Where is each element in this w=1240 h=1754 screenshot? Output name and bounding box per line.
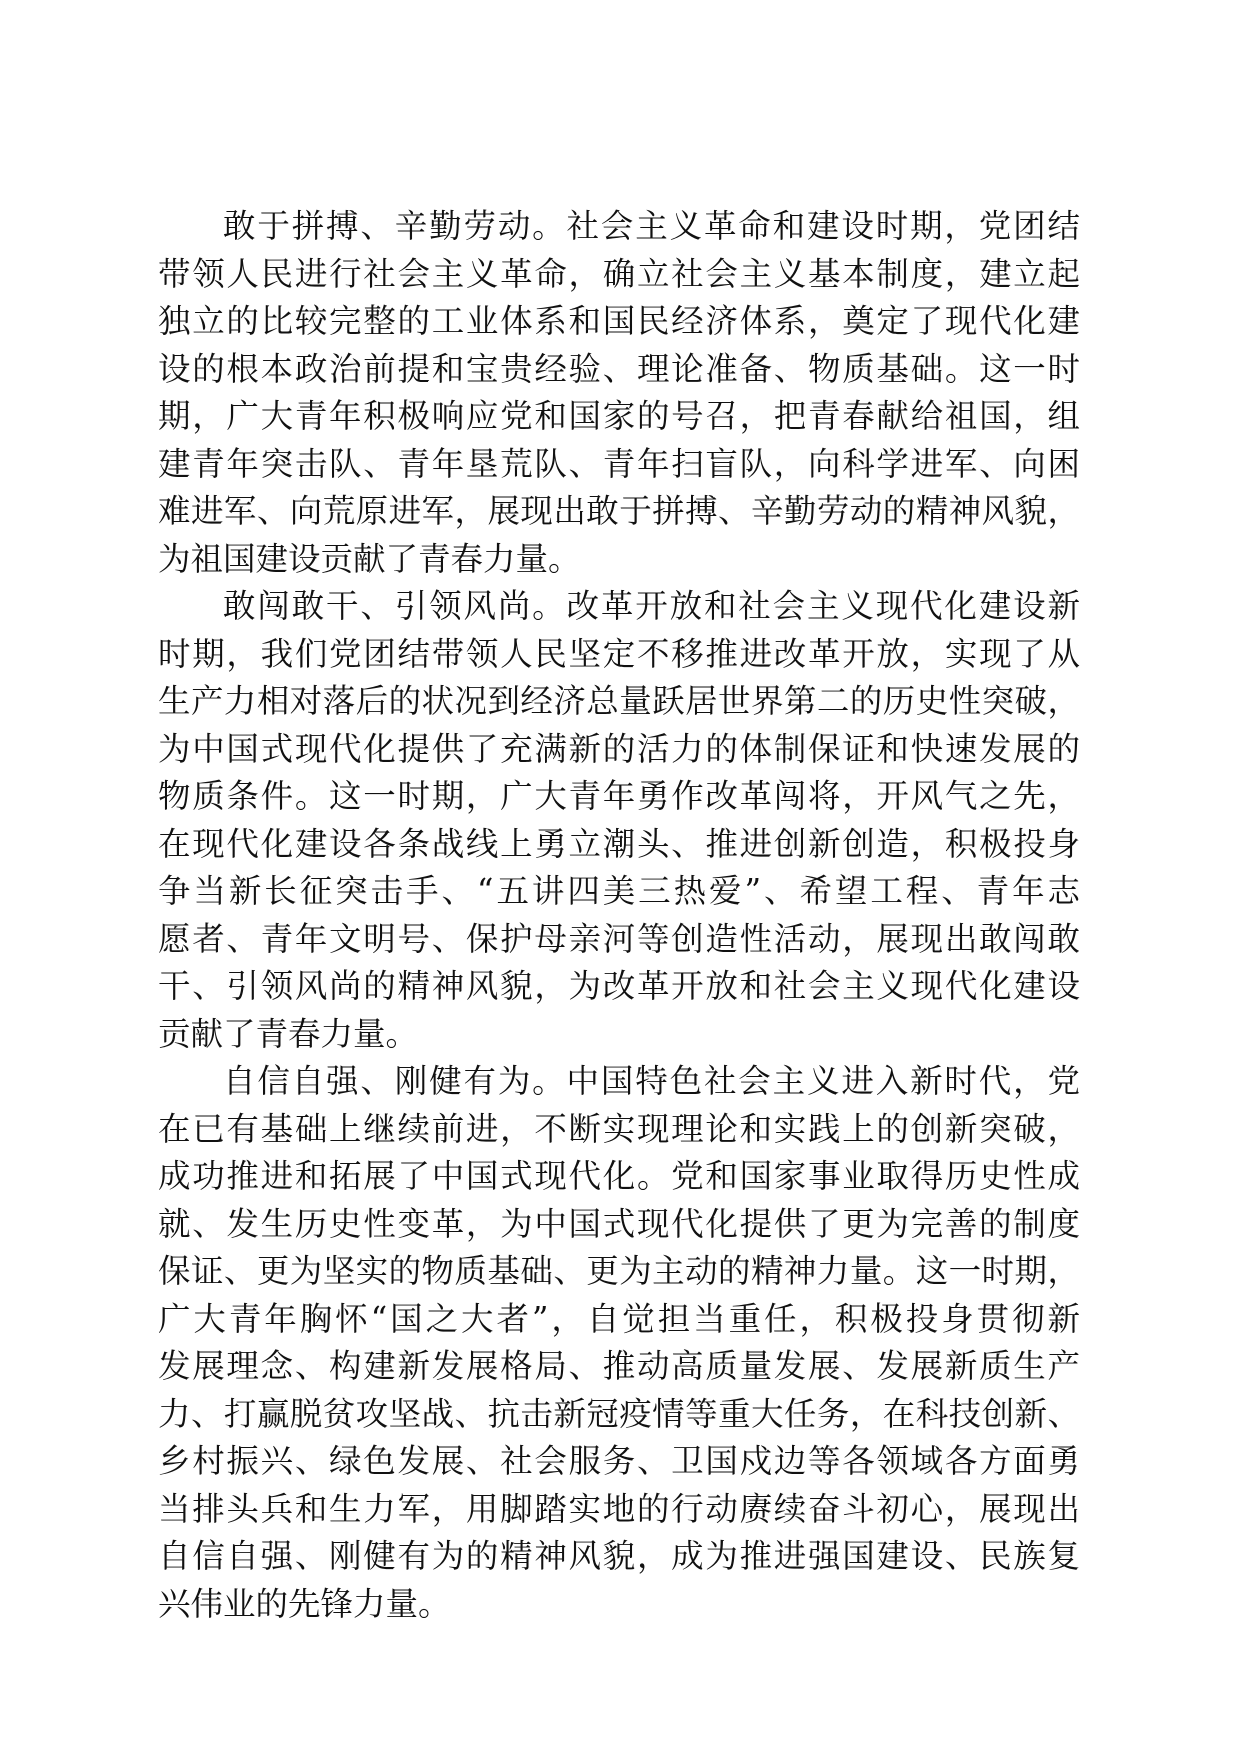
paragraph-1-line-8: 为祖国建设贡献了青春力量。: [158, 539, 581, 578]
paragraph-3-line-2: 在已有基础上继续前进，不断实现理论和实践上的创新突破，: [158, 1109, 1080, 1148]
paragraph-2-line-6: 在现代化建设各条战线上勇立潮头、推进创新创造，积极投身: [158, 824, 1080, 863]
paragraph-3: [158, 1058, 1080, 1628]
paragraph-1-line-6: 建青年突击队、青年垦荒队、青年扫盲队，向科学进军、向困: [158, 444, 1080, 483]
paragraph-2-line-2: 时期，我们党团结带领人民坚定不移推进改革开放，实现了从: [158, 634, 1080, 673]
paragraph-2-line-3: 生产力相对落后的状况到经济总量跃居世界第二的历史性突破，: [158, 682, 1080, 720]
paragraph-1-line-4: 设的根本政治前提和宝贵经验、理论准备、物质基础。这一时: [158, 349, 1080, 388]
paragraph-1: [158, 203, 1080, 583]
paragraph-2-line-10: 贡献了青春力量。: [158, 1014, 419, 1053]
paragraph-3-line-8: 力、打赢脱贫攻坚战、抗击新冠疫情等重大任务，在科技创新、: [158, 1394, 1080, 1433]
paragraph-2-line-5: 物质条件。这一时期，广大青年勇作改革闯将，开风气之先，: [158, 777, 1080, 815]
paragraph-3-line-1: 自信自强、刚健有为。中国特色社会主义进入新时代，党: [223, 1062, 1080, 1100]
paragraph-3-line-12: 兴伟业的先锋力量。: [158, 1584, 451, 1623]
paragraph-3-line-7: 发展理念、构建新发展格局、推动高质量发展、发展新质生产: [158, 1347, 1080, 1385]
paragraph-1-line-5: 期，广大青年积极响应党和国家的号召，把青春献给祖国，组: [158, 397, 1080, 435]
paragraph-2-line-7: 争当新长征突击手、“五讲四美三热爱”、希望工程、青年志: [158, 872, 1080, 910]
paragraph-3-line-3: 成功推进和拓展了中国式现代化。党和国家事业取得历史性成: [158, 1157, 1080, 1195]
paragraph-3-line-5: 保证、更为坚实的物质基础、更为主动的精神力量。这一时期，: [158, 1252, 1080, 1290]
paragraph-3-line-9: 乡村振兴、绿色发展、社会服务、卫国戍边等各领域各方面勇: [158, 1442, 1080, 1480]
document-body: [158, 203, 1080, 1628]
paragraph-2-line-8: 愿者、青年文明号、保护母亲河等创造性活动，展现出敢闯敢: [158, 919, 1080, 958]
paragraph-3-line-4: 就、发生历史性变革，为中国式现代化提供了更为完善的制度: [158, 1204, 1080, 1243]
paragraph-1-line-2: 带领人民进行社会主义革命，确立社会主义基本制度，建立起: [158, 254, 1080, 293]
paragraph-1-line-1: 敢于拼搏、辛勤劳动。社会主义革命和建设时期，党团结: [223, 207, 1080, 245]
paragraph-2-line-4: 为中国式现代化提供了充满新的活力的体制保证和快速发展的: [158, 729, 1080, 768]
paragraph-3-line-11: 自信自强、刚健有为的精神风貌，成为推进强国建设、民族复: [158, 1537, 1080, 1575]
paragraph-2-line-9: 干、引领风尚的精神风貌，为改革开放和社会主义现代化建设: [158, 967, 1080, 1005]
paragraph-3-line-10: 当排头兵和生力军，用脚踏实地的行动赓续奋斗初心，展现出: [158, 1489, 1080, 1528]
paragraph-1-line-7: 难进军、向荒原进军，展现出敢于拼搏、辛勤劳动的精神风貌，: [158, 492, 1080, 530]
paragraph-3-line-6: 广大青年胸怀“国之大者”，自觉担当重任，积极投身贯彻新: [158, 1299, 1080, 1338]
paragraph-2: [158, 583, 1080, 1058]
paragraph-2-line-1: 敢闯敢干、引领风尚。改革开放和社会主义现代化建设新: [223, 587, 1080, 625]
paragraph-1-line-3: 独立的比较完整的工业体系和国民经济体系，奠定了现代化建: [158, 302, 1080, 340]
